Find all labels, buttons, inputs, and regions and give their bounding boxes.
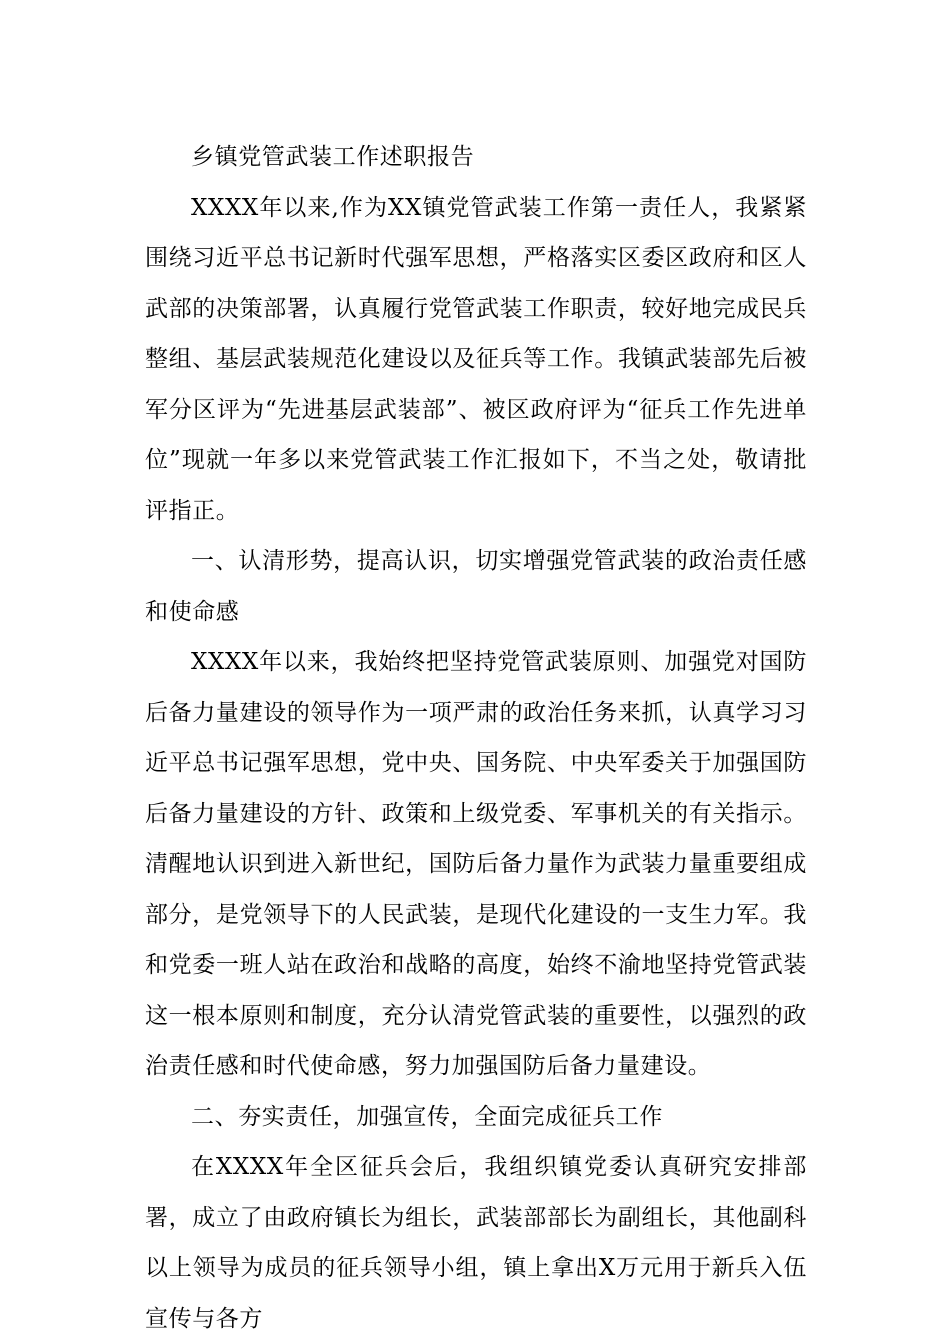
document-page [145,132,807,1344]
section-heading-1: 一、认清形势，提高认识，切实增强党管武装的政治责任感和使命感 [145,548,807,625]
document-title: 乡镇党管武装工作述职报告 [191,144,475,170]
section-heading-2: 二、夯实责任，加强宣传，全面完成征兵工作 [191,1103,663,1130]
paragraph-intro: XXXX年以来,作为XX镇党管武装工作第一责任人，我紧紧围绕习近平总书记新时代强军思想，严格落实区委区政府和区人武部的决策部署，认真履行党管武装工作职责，较好地完成民兵整组、基层武装规范化建设以及征兵等工作。我镇武装部先后被军分区评为“先进基层武装部”、被区政府评为“征兵工作先进单位”现就一年多以来党管武装工作汇报如下，不当之处，敬请批评指正。 [145,194,807,524]
paragraph-section-2: 在XXXX年全区征兵会后，我组织镇党委认真研究安排部署，成立了由政府镇长为组长，武装部部长为副组长，其他副科以上领导为成员的征兵领导小组，镇上拿出X万元用于新兵入伍宣传与各方 [145,1154,807,1332]
paragraph-section-1: XXXX年以来，我始终把坚持党管武装原则、加强党对国防后备力量建设的领导作为一项严肃的政治任务来抓，认真学习习近平总书记强军思想，党中央、国务院、中央军委关于加强国防后备力量建设的方针、政策和上级党委、军事机关的有关指示。清醒地认识到进入新世纪，国防后备力量作为武装力量重要组成部分，是党领导下的人民武装，是现代化建设的一支生力军。我和党委一班人站在政治和战略的高度，始终不渝地坚持党管武装这一根本原则和制度，充分认清党管武装的重要性，以强烈的政治责任感和时代使命感，努力加强国防后备力量建设。 [145,649,807,1079]
